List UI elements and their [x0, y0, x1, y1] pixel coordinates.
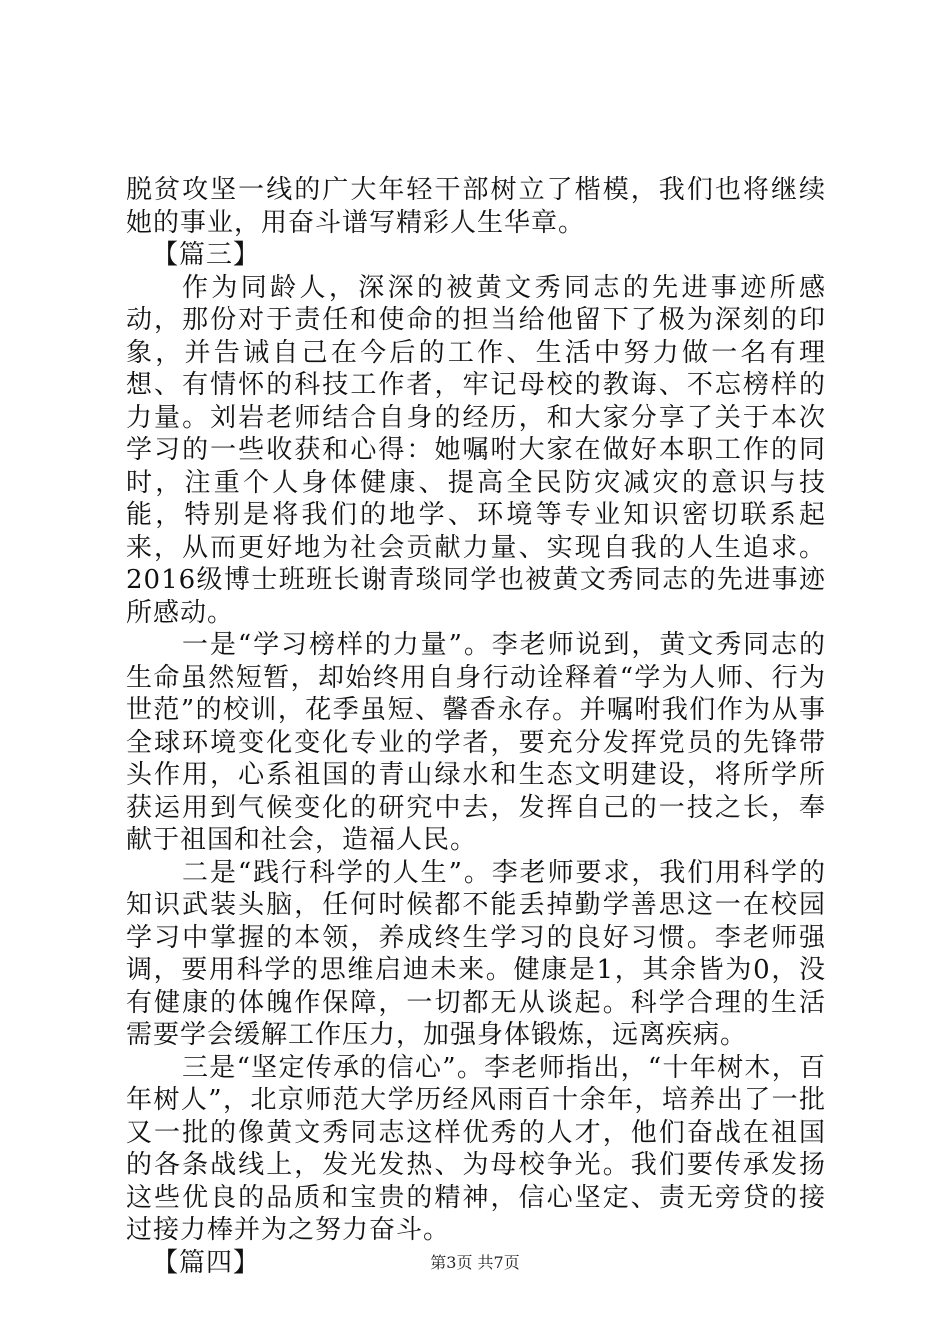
paragraph-body: 三是“坚定传承的信心”。李老师指出，“十年树木，百年树人”，北京师范大学历经风雨百十余年，培养出了一批又一批的像黄文秀同志这样优秀的人才，他们奋战在祖国的各条战线上，发光发热、为母校争光。我们要传承发扬这些优良的品质和宝贵的精神，信心坚定、责无旁贷的接过接力棒并为之努力奋斗。: [126, 1052, 826, 1245]
paragraph-body: 作为同龄人，深深的被黄文秀同志的先进事迹所感动，那份对于责任和使命的担当给他留下了极为深刻的印象，并告诫自己在今后的工作、生活中努力做一名有理想、有情怀的科技工作者，牢记母校的教诲、不忘榜样的力量。刘岩老师结合自身的经历，和大家分享了关于本次学习的一些收获和心得：她嘱咐大家在做好本职工作的同时，注重个人身体健康、提高全民防灾减灾的意识与技能，特别是将我们的地学、环境等专业知识密切联系起来，从而更好地为社会贡献力量、实现自我的人生追求。2016级博士班班长谢青琰同学也被黄文秀同志的先进事迹所感动。: [126, 272, 826, 628]
paragraph-continuation: 脱贫攻坚一线的广大年轻干部树立了楷模，我们也将继续她的事业，用奋斗谱写精彩人生华章。: [126, 175, 826, 238]
section-heading-part-three: 【篇三】: [152, 240, 261, 270]
section-heading-part-four: 【篇四】: [152, 1247, 261, 1278]
paragraph-body: 二是“践行科学的人生”。李老师要求，我们用科学的知识武装头脑，任何时候都不能丢掉勤学善思这一在校园学习中掌握的本领，养成终生学习的良好习惯。李老师强调，要用科学的思维启迪未来。健康是1，其余皆为0，没有健康的体魄作保障，一切都无从谈起。科学合理的生活需要学会缓解工作压力，加强身体锻炼，远离疾病。: [126, 857, 826, 1050]
paragraph-body: 一是“学习榜样的力量”。李老师说到，黄文秀同志的生命虽然短暂，却始终用自身行动诠释着“学为人师、行为世范”的校训，花季虽短、馨香永存。并嘱咐我们作为从事全球环境变化变化专业的学者，要充分发挥党员的先锋带头作用，心系祖国的青山绿水和生态文明建设，将所学所获运用到气候变化的研究中去，发挥自己的一技之长，奉献于祖国和社会，造福人民。: [126, 630, 826, 855]
page-footer: 第3页 共7页: [430, 1253, 520, 1272]
document-body: [126, 174, 826, 1279]
